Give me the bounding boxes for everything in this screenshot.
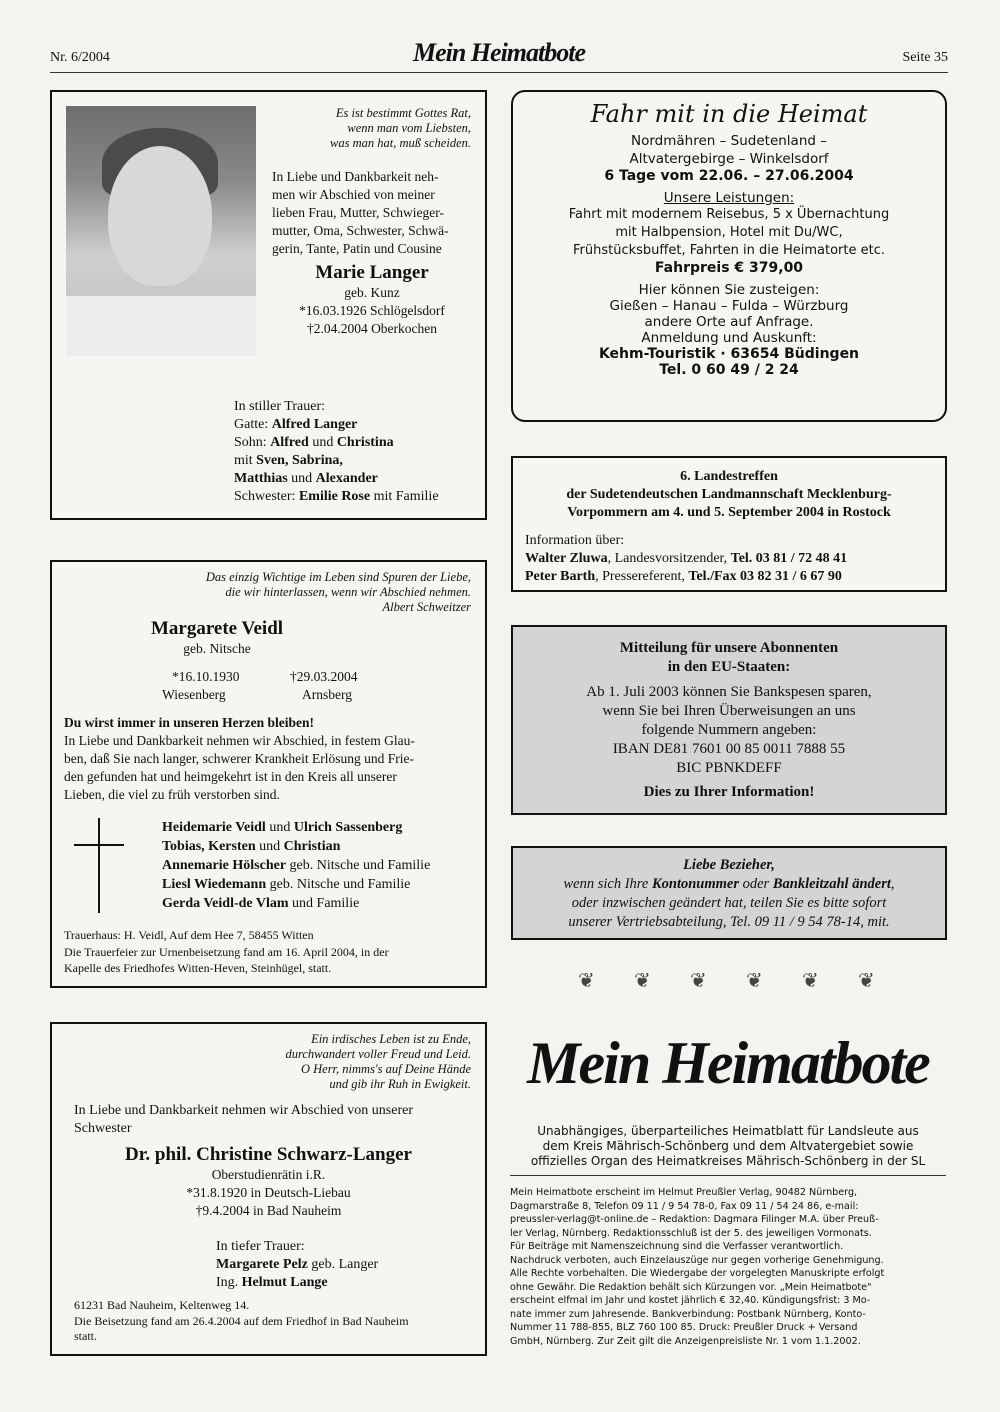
- trip-stops-title: Hier können Sie zusteigen:: [638, 282, 820, 298]
- obit1-mourners: In stiller Trauer: Gatte: Alfred Langer Sohn: Alfred und Christina mit Sven, Sabrina, Matthias und Alexander Schwester: Emilie Rose mit Familie: [234, 399, 439, 504]
- eu-footer: Dies zu Ihrer Information!: [643, 784, 815, 800]
- trip-title: Fahr mit in die Heimat: [590, 100, 868, 128]
- trip-price: Fahrpreis € 379,00: [654, 260, 804, 276]
- obit3-mourners: In tiefer Trauer: Margarete Pelz geb. Langer Ing. Helmut Lange: [216, 1239, 379, 1290]
- heart-ornament-icon: ❦: [690, 970, 707, 992]
- obit1-intro: In Liebe und Dankbarkeit neh- men wir Abschied von meiner lieben Frau, Mutter, Schwieger- mutter, Oma, Schwester, Schwä- gerin, Tante, Patin und Cousine: [272, 169, 449, 256]
- obit2-house: Trauerhaus: H. Veidl, Auf dem Hee 7, 58455 Witten: [64, 928, 314, 942]
- obit2-name: Margarete Veidl: [150, 618, 284, 639]
- eu-title: Mitteilung für unsere Abonnenten in den EU-Staaten:: [619, 640, 839, 675]
- heart-ornament-icon: ❦: [802, 970, 819, 992]
- obit1-birth: *16.03.1926 Schlögelsdorf: [299, 303, 445, 318]
- obit2-motto: Du wirst immer in unseren Herzen bleiben!: [64, 715, 314, 730]
- trip-dates: 6 Tage vom 22.06. – 27.06.2004: [604, 168, 854, 184]
- obit3-birth: *31.8.1920 in Deutsch-Liebau: [186, 1185, 351, 1200]
- subscribers-notice: [511, 846, 947, 940]
- obit1-name: Marie Langer: [315, 262, 429, 283]
- obit3-funeral: Die Beisetzung fand am 26.4.2004 auf dem Friedhof in Bad Nauheim statt.: [74, 1314, 409, 1343]
- obituary-margarete-veidl: [50, 560, 487, 988]
- obit3-death: †9.4.2004 in Bad Nauheim: [195, 1203, 342, 1218]
- obit1-born-name: geb. Kunz: [344, 285, 400, 300]
- masthead-imprint: Mein Heimatbote erscheint im Helmut Preußler Verlag, 90482 Nürnberg, Dagmarstraße 8, Telefon 09 11 / 9 54 78-0, Fax 09 11 / 54 24 86, e-mail: preussler-verlag@t-online.de – Redaktion: Dagmara Filinger M.A. über Preuß- ler Verlag, Nürnberg. Redaktionsschluß ist der 5. des jeweiligen Vormonats. Für Beiträge mit Namenszeichnung sind die Verfasser verantwortlich. Nachdruck verboten, auch Einzelauszüge nur gegen vorherige Genehmigung. Alle Rechte vorbehalten. Die Wiedergabe der vorgelegten Manuskripte erfolgt ohne Gewähr. Die Redaktion behält sich Kürzungen vor. „Mein Heimatbote" erscheint elfmal im Jahr und kostet jährlich € 32,40. Kündigungsfrist: 3 Mo- nate immer zum Jahresende. Bankverbindung: Postbank Nürnberg, Konto- Nummer 11 788-855, BLZ 760 100 85. Druck: Preußler Druck + Versand GmbH, Nürnberg. Zur Zeit gilt die Anzeigenpreisliste Nr. 1 vom 1.1.2002.: [510, 1187, 885, 1347]
- newspaper-title: Mein Heimatbote: [412, 38, 586, 67]
- obit3-name: Dr. phil. Christine Schwarz-Langer: [125, 1144, 412, 1165]
- issue-number: Nr. 6/2004: [50, 50, 110, 65]
- masthead-logo: Mein Heimatbote: [527, 1030, 929, 1096]
- trip-route: Nordmähren – Sudetenland – Altvatergebirge – Winkelsdorf: [629, 133, 829, 167]
- trip-services-title: Unsere Leistungen:: [663, 190, 795, 206]
- trip-stops: Gießen – Hanau – Fulda – Würzburg: [609, 298, 849, 314]
- obit2-places: Wiesenberg Arnsberg: [162, 687, 352, 702]
- obit3-quote: Ein irdisches Leben ist zu Ende, durchwandert voller Freud und Leid. O Herr, nimms's auf Deine Hände und gib ihr Ruh in Ewigkeit.: [285, 1032, 471, 1091]
- cross-symbol-bar: [74, 844, 124, 846]
- trip-phone: Tel. 0 60 49 / 2 24: [659, 362, 799, 378]
- trip-company: Kehm-Touristik · 63654 Büdingen: [598, 346, 860, 362]
- obit1-death: †2.04.2004 Oberkochen: [306, 321, 438, 336]
- obituary-marie-langer: [50, 90, 487, 520]
- meeting-announcement: [511, 456, 947, 592]
- meeting-title: 6. Landestreffen der Sudetendeutschen Landmannschaft Mecklenburg- Vorpommern am 4. und 5. September 2004 in Rostock: [566, 469, 892, 520]
- obit3-intro: In Liebe und Dankbarkeit nehmen wir Abschied von unserer Schwester: [74, 1103, 414, 1136]
- portrait-photo: [66, 106, 256, 356]
- obituary-christine-schwarz-langer: [50, 1022, 487, 1356]
- heart-ornament-icon: ❦: [858, 970, 875, 992]
- meeting-info: Information über: Walter Zluwa, Landesvorsitzender, Tel. 03 81 / 72 48 41 Peter Barth, Pressereferent, Tel./Fax 03 82 31 / 6 67 90: [525, 533, 848, 584]
- trip-stops-more: andere Orte auf Anfrage.: [644, 314, 814, 330]
- heart-ornament-icon: ❦: [746, 970, 763, 992]
- heart-ornament-icon: ❦: [634, 970, 651, 992]
- page-header: [50, 38, 948, 73]
- obit2-funeral: Die Trauerfeier zur Urnenbeisetzung fand am 16. April 2004, in der Kapelle des Friedhofes Witten-Heven, Steinhügel, statt.: [64, 945, 389, 975]
- obit2-text: In Liebe und Dankbarkeit nehmen wir Abschied, in festem Glau- ben, daß Sie nach langer, schwerer Krankheit Erlösung und Frie- den gefunden hat und heimgekehrt ist in den Kreis all unserer Lieben, die viel zu früh verstorben sind.: [64, 733, 415, 802]
- obit1-quote: Es ist bestimmt Gottes Rat, wenn man vom Liebsten, was man hat, muß scheiden.: [330, 106, 471, 150]
- trip-services: Fahrt mit modernem Reisebus, 5 x Übernachtung mit Halbpension, Hotel mit Du/WC, Frühstücksbuffet, Fahrten in die Heimatorte etc.: [568, 207, 890, 258]
- heart-ornament-icon: ❦: [578, 970, 595, 992]
- trip-contact-title: Anmeldung und Auskunft:: [641, 330, 817, 346]
- page-number: Seite 35: [902, 50, 948, 65]
- eu-notice: [511, 625, 947, 815]
- obit2-dates: *16.10.1930 †29.03.2004: [172, 669, 358, 684]
- subscribers-line3: unserer Vertriebsabteilung, Tel. 09 11 / 9 54 78-14, mit.: [568, 914, 890, 930]
- subscribers-line2: oder inzwischen geändert hat, teilen Sie es bitte sofort: [571, 895, 887, 911]
- obit2-quote: Das einzig Wichtige im Leben sind Spuren der Liebe, die wir hinterlassen, wenn wir Abschied nehmen. Albert Schweitzer: [205, 570, 471, 614]
- obit3-title: Oberstudienrätin i.R.: [211, 1167, 326, 1182]
- eu-text: Ab 1. Juli 2003 können Sie Bankspesen sparen, wenn Sie bei Ihren Überweisungen an uns folgende Nummern angeben: IBAN DE81 7601 00 85 0011 7888 55 BIC PBNKDEFF: [586, 684, 872, 776]
- obit2-born-name: geb. Nitsche: [183, 641, 251, 656]
- trip-advertisement: [511, 90, 947, 422]
- subscribers-line1: wenn sich Ihre Kontonummer oder Bankleitzahl ändert,: [563, 876, 895, 892]
- masthead-tagline: Unabhängiges, überparteiliches Heimatblatt für Landsleute aus dem Kreis Mährisch-Schönberg und dem Altvatergebiet sowie offizielles Organ des Heimatkreises Mährisch-Schönberg in der SL: [510, 1124, 946, 1176]
- obit3-address: 61231 Bad Nauheim, Keltenweg 14.: [74, 1298, 250, 1312]
- obit2-mourners: Heidemarie Veidl und Ulrich Sassenberg Tobias, Kersten und Christian Annemarie Hölscher geb. Nitsche und Familie Liesl Wiedemann geb. Nitsche und Familie Gerda Veidl-de Vlam und Familie: [162, 820, 431, 911]
- subscribers-title: Liebe Bezieher,: [683, 857, 775, 873]
- cross-symbol: [98, 818, 100, 913]
